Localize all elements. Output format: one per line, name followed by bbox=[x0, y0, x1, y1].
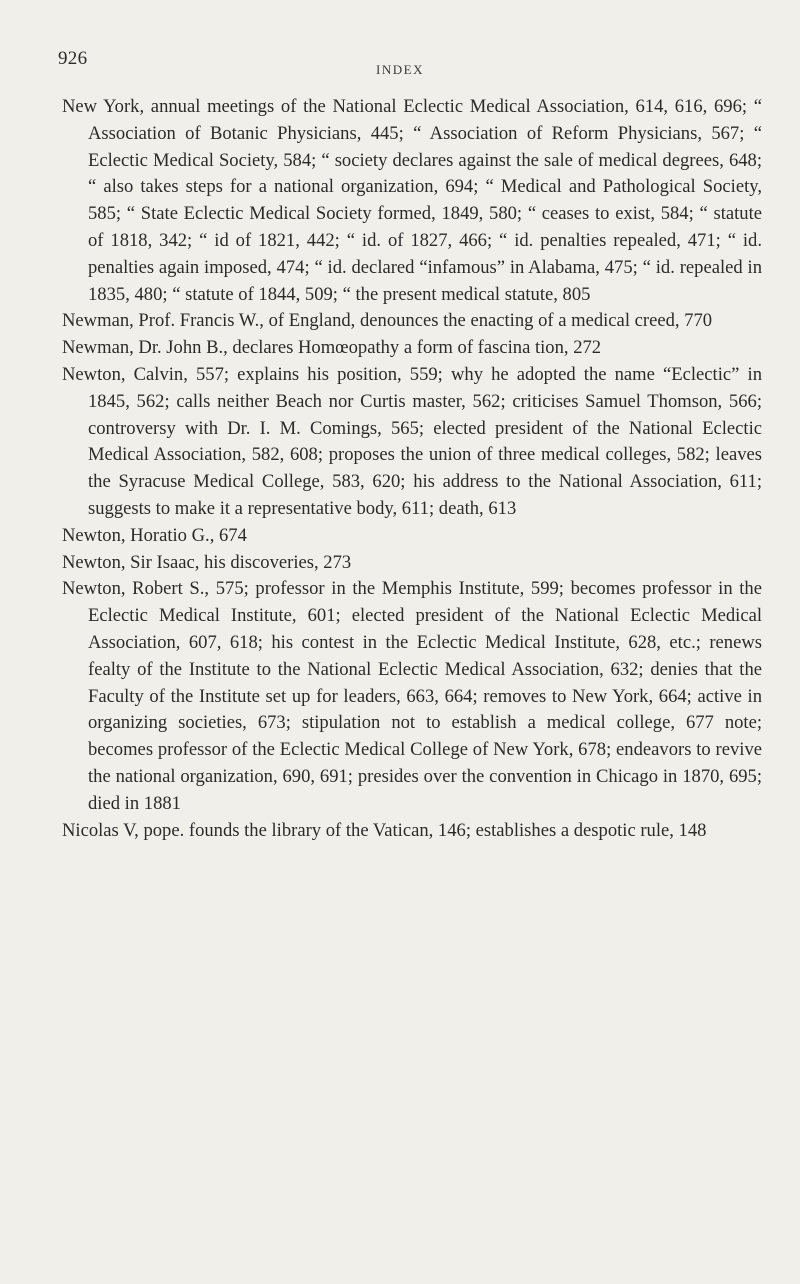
index-entry-new-york: New York, annual meetings of the National Eclectic Medical Association, 614, 616, 696; “ Association of Botanic Physicians, 445; “ Association of Reform Physicians, 567; “ Eclectic Medical Society, 584; “ society declares against the sale of medical degrees, 648; “ also takes steps for a national organization, 694; “ Medical and Pathological Society, 585; “ State Eclectic Medical Society formed, 1849, 580; “ ceases to exist, 584; “ statute of 1818, 342; “ id of 1821, 442; “ id. of 1827, 466; “ id. penalties repealed, 471; “ id. penalties again imposed, 474; “ id. declared “infamous” in Alabama, 475; “ id. repealed in 1835, 480; “ statute of 1844, 509; “ the present medical statute, 805 bbox=[62, 96, 762, 305]
index-entry-newton-horatio: Newton, Horatio G., 674 bbox=[62, 524, 247, 546]
index-entry-newton-isaac: Newton, Sir Isaac, his discoveries, 273 bbox=[62, 551, 352, 573]
index-entry-nicolas-v: Nicolas V, pope. founds the library of the Vatican, 146; establishes a despotic rule, 148 bbox=[62, 819, 707, 841]
index-entry-newman-francis: Newman, Prof. Francis W., of England, denounces the enacting of a medical creed, 770 bbox=[62, 310, 713, 332]
running-head: INDEX bbox=[376, 62, 424, 77]
index-entry-newman-john: Newman, Dr. John B., declares Homœopathy a form of fascina tion, 272 bbox=[62, 337, 602, 359]
index-entry-newton-robert: Newton, Robert S., 575; professor in the Memphis Institute, 599; becomes professor in the Eclectic Medical Institute, 601; elected president of the National Eclectic Medical Association, 607, 618; his contest in the Eclectic Medical Institute, 628, etc.; renews fealty of the Institute to the National Eclectic Medical Association, 632; denies that the Faculty of the Institute set up for leaders, 663, 664; removes to New York, 664; active in organizing societies, 673; stipulation not to establish a medical college, 677 note; becomes professor of the Eclectic Medical College of New York, 678; endeavors to revive the national organization, 690, 691; presides over the convention in Chicago in 1870, 695; died in 1881 bbox=[62, 578, 762, 814]
index-entries bbox=[62, 94, 762, 844]
index-entry-newton-calvin: Newton, Calvin, 557; explains his position, 559; why he adopted the name “Eclectic” in 1845, 562; calls neither Beach nor Curtis master, 562; criticises Samuel Thomson, 566; controversy with Dr. I. M. Comings, 565; elected president of the National Eclectic Medical Association, 582, 608; proposes the union of three medical colleges, 582; leaves the Syracuse Medical College, 583, 620; his address to the National Association, 611; suggests to make it a representative body, 611; death, 613 bbox=[62, 363, 762, 519]
page-number: 926 bbox=[58, 48, 88, 69]
